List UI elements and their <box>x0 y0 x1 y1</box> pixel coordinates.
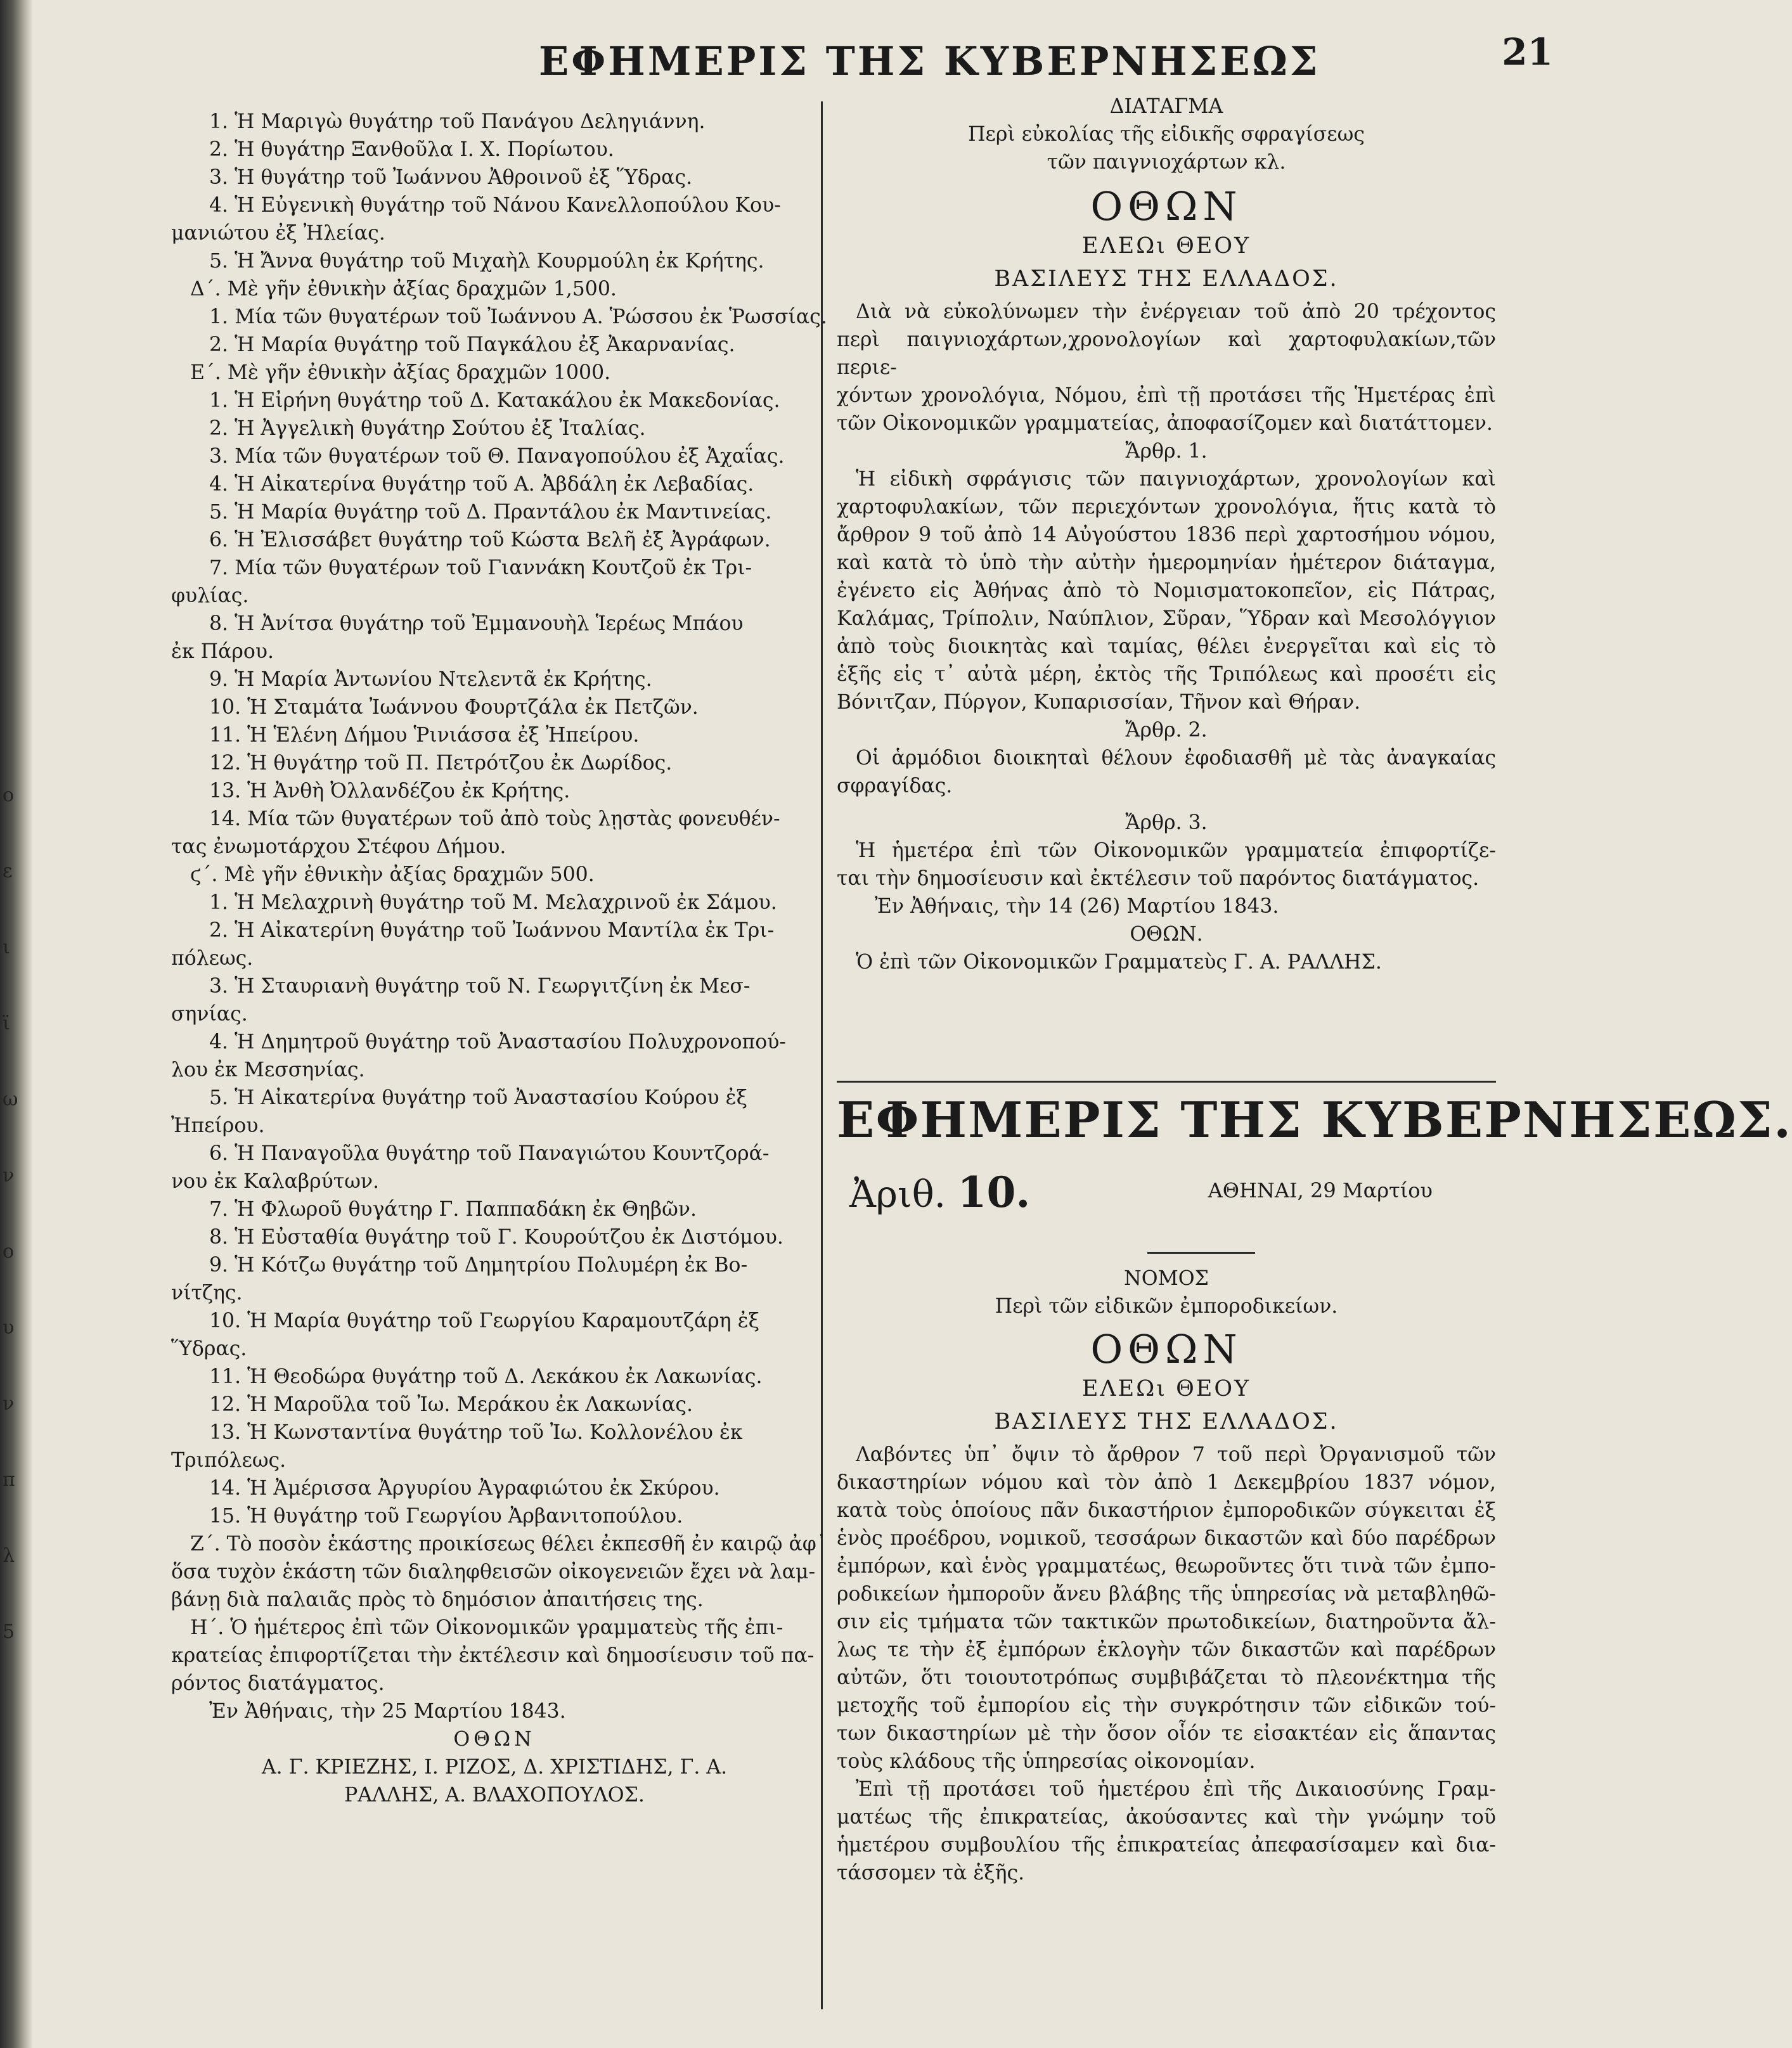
edge-mark: υ <box>3 1317 15 1339</box>
text-line: 11. Ἡ Ἑλένη Δήμου Ῥινιάσσα ἐξ Ἠπείρου. <box>209 724 640 747</box>
text-line: λου ἐκ Μεσσηνίας. <box>171 1059 365 1081</box>
text-line: 9. Ἡ Κότζω θυγάτηρ τοῦ Δημητρίου Πολυμέρη ἐκ Βο- <box>209 1254 748 1277</box>
edge-mark: ο <box>3 784 15 806</box>
paragraph-line: τάσσομεν τὰ ἑξῆς. <box>837 1862 1025 1884</box>
text-line: Ε΄. Μὲ γῆν ἐθνικὴν ἀξίας δραχμῶν 1000. <box>190 361 611 384</box>
paragraph-line: ται τὴν δημοσίευσιν καὶ ἐκτέλεσιν τοῦ παρόντος διατάγματος. <box>837 867 1479 890</box>
article-heading: Ἄρθρ. 1. <box>1125 440 1208 463</box>
paragraph-line: Διὰ νὰ εὐκολύνωμεν τὴν ἐνέργειαν τοῦ ἀπὸ 20 τρέχοντος <box>856 300 1496 323</box>
text-line: βάνῃ διὰ παλαιᾶς πρὸς τὸ δημόσιον ἀπαιτήσεις της. <box>171 1588 704 1611</box>
issue-row <box>837 1151 1496 1217</box>
text-line: 2. Ἡ Ἀγγελικὴ θυγάτηρ Σούτου ἐξ Ἰταλίας. <box>209 417 646 440</box>
short-divider <box>1147 1252 1255 1254</box>
left-column <box>171 108 827 1809</box>
edge-mark: ο <box>3 1240 15 1263</box>
text-line: 6. Ἡ Παναγοῦλα θυγάτηρ τοῦ Παναγιώτου Κουντζορά- <box>209 1142 770 1165</box>
text-line: σηνίας. <box>171 1003 248 1026</box>
paragraph-line: ματέως τῆς ἐπικρατείας, ἀκούσαντες καὶ τὴν γνώμην τοῦ <box>837 1806 1496 1829</box>
text-line: 4. Ἡ Αἰκατερίνα θυγάτηρ τοῦ Α. Ἀβδάλη ἐκ Λεβαδίας. <box>209 473 754 496</box>
text-line: κρατείας ἐπιφορτίζεται τὴν ἐκτέλεσιν καὶ δημοσίευσιν τοῦ πα- <box>171 1644 815 1667</box>
paper-title: ΕΦΗΜΕΡΙΣ ΤΗΣ ΚΥΒΕΡΝΗΣΕΩΣ. <box>837 1092 1792 1149</box>
decree-section <box>837 93 1496 976</box>
paragraph-line: τῶν Οἰκονομικῶν γραμματείας, ἀποφασίζομεν καὶ διατάττομεν. <box>837 412 1493 435</box>
decree-subheading: Περὶ εὐκολίας τῆς εἰδικῆς σφραγίσεως <box>968 123 1365 146</box>
king-title: ΒΑΣΙΛΕΥΣ ΤΗΣ ΕΛΛΑΔΟΣ. <box>994 1409 1339 1434</box>
column-divider <box>821 101 823 2009</box>
text-line: 11. Ἡ Θεοδώρα θυγάτηρ τοῦ Δ. Λεκάκου ἐκ Λακωνίας. <box>209 1365 763 1388</box>
decree-subheading: τῶν παιγνιοχάρτων κλ. <box>1047 151 1286 174</box>
article-2-text <box>837 744 1496 800</box>
text-line: 10. Ἡ Μαρία θυγάτηρ τοῦ Γεωργίου Καραμουτζάρη ἐξ <box>209 1310 759 1332</box>
text-line: 14. Ἡ Ἀμέρισσα Ἀργυρίου Ἀγραφιώτου ἐκ Σκύρου. <box>209 1477 720 1500</box>
text-line: 7. Μία τῶν θυγατέρων τοῦ Γιαννάκη Κουτζοῦ ἐκ Τρι- <box>209 557 752 579</box>
law-subject: Περὶ τῶν εἰδικῶν ἐμποροδικείων. <box>995 1295 1338 1318</box>
text-line: ρόντος διατάγματος. <box>171 1672 385 1695</box>
text-line: 3. Μία τῶν θυγατέρων τοῦ Θ. Παναγοπούλου ἐξ Ἀχαΐας. <box>209 445 785 468</box>
right-column <box>837 89 1496 976</box>
king-title: ΒΑΣΙΛΕΥΣ ΤΗΣ ΕΛΛΑΔΟΣ. <box>994 266 1339 292</box>
text-line: Τριπόλεως. <box>171 1449 287 1472</box>
text-line: 8. Ἡ Ἀνίτσα θυγάτηρ τοῦ Ἐμμανουὴλ Ἱερέως Μπάου <box>209 612 744 635</box>
text-line: φυλίας. <box>171 584 249 607</box>
text-line: 9. Ἡ Μαρία Ἀντωνίου Ντελεντᾶ ἐκ Κρήτης. <box>209 668 652 691</box>
text-line: 1. Ἡ Εἰρήνη θυγάτηρ τοῦ Δ. Κατακάλου ἐκ Μακεδονίας. <box>209 389 780 412</box>
paragraph-line: ροδικείων ἠμποροῦν ἄνευ βλάβης τῆς ὑπηρεσίας νὰ μεταβληθῶ- <box>837 1583 1496 1606</box>
paragraph-line: ἡμετέρου συμβουλίου τῆς ἐπικρατείας ἀπεφασίσαμεν καὶ δια- <box>837 1834 1496 1857</box>
paragraph-line: Οἱ ἁρμόδιοι διοικηταὶ θέλουν ἐφοδιασθῆ μὲ τὰς ἀναγκαίας <box>856 747 1496 770</box>
text-line: 3. Ἡ Σταυριανὴ θυγάτηρ τοῦ Ν. Γεωργιτζίνη ἐκ Μεσ- <box>209 975 751 998</box>
edge-mark: ν <box>3 1393 15 1415</box>
text-line: ϛ΄. Μὲ γῆν ἐθνικὴν ἀξίας δραχμῶν 500. <box>190 863 595 886</box>
paragraph-line: αὐτῶν, ὅτι τοιουτοτρόπως συμβιβάζεται τὸ πλεονέκτημα τῆς <box>837 1666 1496 1689</box>
text-line: 5. Ἡ Ἄννα θυγάτηρ τοῦ Μιχαὴλ Κουρμούλη ἐκ Κρήτης. <box>209 250 764 273</box>
text-line: 5. Ἡ Μαρία θυγάτηρ τοῦ Δ. Πραντάλου ἐκ Μαντινείας. <box>209 501 772 524</box>
paragraph-line: δικαστηρίων νόμου καὶ τὸν ἀπὸ 1 Δεκεμβρίου 1837 νόμον, <box>837 1471 1496 1494</box>
text-line: 1. Ἡ Μελαχρινὴ θυγάτηρ τοῦ Μ. Μελαχρινοῦ ἐκ Σάμου. <box>209 891 777 914</box>
paragraph-line: ἄρθρον 9 τοῦ ἀπὸ 14 Αὐγούστου 1836 περὶ χαρτοσήμου νόμου, <box>837 524 1496 546</box>
decree-date: Ἐν Ἀθήναις, τὴν 14 (26) Μαρτίου 1843. <box>875 895 1279 918</box>
edge-mark: ν <box>3 1164 15 1187</box>
text-line: Ὕδρας. <box>171 1337 247 1360</box>
article-heading: Ἄρθρ. 2. <box>1125 719 1208 742</box>
paragraph-line: ἐγένετο εἰς Ἀθήνας ἀπὸ τὸ Νομισματοκοπεῖον, εἰς Πάτρας, <box>837 579 1496 602</box>
masthead: ΕΦΗΜΕΡΙΣ ΤΗΣ ΚΥΒΕΡΝΗΣΕΩΣ <box>539 38 1320 84</box>
article-heading: Ἄρθρ. 3. <box>1125 811 1208 834</box>
paragraph-line: Βόνιτζαν, Πύργον, Κυπαρισσίαν, Τῆνον καὶ Θήραν. <box>837 691 1361 714</box>
paragraph-line: χόντων χρονολόγια, Νόμου, ἐπὶ τῇ προτάσει τῆς Ἡμετέρας ἐπὶ <box>837 384 1496 407</box>
paragraph-line: Ἐπὶ τῇ προτάσει τοῦ ἡμετέρου ἐπὶ τῆς Δικαιοσύνης Γραμ- <box>856 1778 1496 1801</box>
decree-heading: ΔΙΑΤΑΓΜΑ <box>1109 95 1223 118</box>
text-line: Ζ΄. Τὸ ποσὸν ἑκάστης προικίσεως θέλει ἐκπεσθῆ ἐν καιρῷ ἀφ᾽ <box>190 1533 827 1555</box>
king-name: ΟΘΩΝ <box>1090 1326 1242 1372</box>
text-line: 6. Ἡ Ἐλισσάβετ θυγάτηρ τοῦ Κώστα Βελῆ ἐξ Ἀγράφων. <box>209 529 771 551</box>
text-line: μανιώτου ἐξ Ἠλείας. <box>171 222 385 245</box>
paragraph-line: Ἡ ἡμετέρα ἐπὶ τῶν Οἰκονομικῶν γραμματεία ἐπιφορτίζε- <box>856 839 1496 862</box>
paragraph-line: τοὺς κλάδους τῆς ὑπηρεσίας οἰκονομίαν. <box>837 1750 1256 1773</box>
edge-mark: ω <box>3 1088 18 1111</box>
text-line: 1. Ἡ Μαριγὼ θυγάτηρ τοῦ Πανάγου Δεληγιάννη. <box>209 110 706 133</box>
paragraph-line: Λαβόντες ὑπ᾽ ὄψιν τὸ ἄρθρον 7 τοῦ περὶ Ὀργανισμοῦ τῶν <box>856 1443 1496 1466</box>
text-line: 13. Ἡ Ἀνθὴ Ὀλλανδέζου ἐκ Κρήτης. <box>209 780 570 802</box>
law-body <box>837 1441 1496 1887</box>
text-line: πόλεως. <box>171 947 254 970</box>
decree-countersign: Ὁ ἐπὶ τῶν Οἰκονομικῶν Γραμματεὺς Γ. Α. ΡΑΛΛΗΣ. <box>856 951 1382 974</box>
edge-mark: ε <box>3 860 13 882</box>
text-line: 2. Ἡ Αἰκατερίνη θυγάτηρ τοῦ Ἰωάννου Μαντίλα ἐκ Τρι- <box>209 919 775 942</box>
text-line: ἐκ Πάρου. <box>171 640 274 663</box>
paragraph-line: των δικαστηρίων μὲ τὴν ὅσον οἷόν τε εἰσακτέαν εἰς ἅπαντας <box>837 1722 1496 1745</box>
text-line: Η΄. Ὁ ἡμέτερος ἐπὶ τῶν Οἰκονομικῶν γραμματεὺς τῆς ἐπι- <box>190 1616 783 1639</box>
edge-mark: 5 <box>3 1621 15 1643</box>
text-line: νίτζης. <box>171 1282 243 1304</box>
paragraph-line: ἑξῆς εἰς τ᾽ αὐτὰ μέρη, ἐκτὸς τῆς Τριπόλεως καὶ προσέτι εἰς <box>837 663 1496 686</box>
decree-preamble <box>837 298 1496 437</box>
text-line: ὅσα τυχὸν ἑκάστη τῶν διαληφθεισῶν οἰκογενειῶν ἔχει νὰ λαμ- <box>171 1561 816 1583</box>
text-line: 5. Ἡ Αἰκατερίνα θυγάτηρ τοῦ Ἀναστασίου Κούρου ἐξ <box>209 1086 747 1109</box>
issue-label: Ἀριθ. <box>849 1173 946 1216</box>
text-line: 2. Ἡ θυγάτηρ Ξανθοῦλα Ι. Χ. Πορίωτου. <box>209 138 614 161</box>
text-line: ΟΘΩΝ <box>453 1728 536 1751</box>
text-line: 14. Μία τῶν θυγατέρων τοῦ ἀπὸ τοὺς λῃστὰς φονευθέν- <box>209 808 780 830</box>
page-header <box>38 18 1559 87</box>
text-line: 13. Ἡ Κωνσταντίνα θυγάτηρ τοῦ Ἰω. Κολλονέλου ἐκ <box>209 1421 743 1444</box>
law-heading: ΝΟΜΟΣ <box>1124 1267 1209 1290</box>
edge-mark: π <box>3 1469 15 1491</box>
paragraph-line: ἑνὸς προέδρου, νομικοῦ, τεσσάρων δικαστῶν καὶ δύο παρέδρων <box>837 1527 1496 1550</box>
issue-date: ΑΘΗΝΑΙ, 29 Μαρτίου <box>1208 1178 1433 1202</box>
paragraph-line: Καλάμας, Τρίπολιν, Ναύπλιον, Σῦραν, Ὕδραν καὶ Μεσολόγγιον <box>837 607 1496 630</box>
text-line: 4. Ἡ Δημητροῦ θυγάτηρ τοῦ Ἀναστασίου Πολυχρονοπού- <box>209 1031 787 1053</box>
paragraph-line: μετοχῆς τοῦ ἐμπορίου εἰς τὴν συγκρότησιν τῶν εἰδικῶν τού- <box>837 1694 1496 1717</box>
text-line: 3. Ἡ θυγάτηρ τοῦ Ἰωάννου Ἀθροινοῦ ἐξ Ὕδρας. <box>209 166 693 189</box>
paragraph-line: καὶ κατὰ τὸ ὑπὸ τὴν αὐτὴν ἡμερομηνίαν ἡμέτερον διάταγμα, <box>837 551 1496 574</box>
text-line: 12. Ἡ Μαροῦλα τοῦ Ἰω. Μεράκου ἐκ Λακωνίας. <box>209 1393 693 1416</box>
section-divider <box>837 1081 1496 1083</box>
text-line: 15. Ἡ θυγάτηρ τοῦ Γεωργίου Ἀρβανιτοπούλου. <box>209 1505 683 1528</box>
paragraph-line: περὶ παιγνιοχάρτων,χρονολογίων καὶ χαρτοφυλακίων,τῶν περιε- <box>837 328 1496 379</box>
paragraph-line: λως τε τὴν ἐξ ἐμπόρων ἐκλογὴν τῶν δικαστῶν καὶ παρέδρων <box>837 1639 1496 1661</box>
text-line: Ἠπείρου. <box>171 1114 265 1137</box>
text-line: 12. Ἡ θυγάτηρ τοῦ Π. Πετρότζου ἐκ Δωρίδος. <box>209 752 673 775</box>
paragraph-line: σφραγίδας. <box>837 775 953 797</box>
issue-section <box>837 1090 1792 1217</box>
article-1-text <box>837 465 1496 716</box>
by-grace-of-god: ΕΛΕΩι ΘΕΟΥ <box>1081 1376 1251 1401</box>
edge-mark: ϊ <box>3 1012 10 1034</box>
paragraph-line: ἀπὸ τοὺς διοικητὰς καὶ ταμίας, θέλει ἐνεργεῖται καὶ εἰς τὸ <box>837 635 1496 658</box>
king-name: ΟΘΩΝ <box>1090 183 1242 229</box>
issue-value: 10. <box>957 1168 1031 1217</box>
text-line: Ἐν Ἀθήναις, τὴν 25 Μαρτίου 1843. <box>209 1700 566 1723</box>
text-line: 8. Ἡ Εὐσταθία θυγάτηρ τοῦ Γ. Κουρούτζου ἐκ Διστόμου. <box>209 1226 783 1249</box>
text-line: 1. Μία τῶν θυγατέρων τοῦ Ἰωάννου Α. Ῥώσσου ἐκ Ῥωσσίας. <box>209 306 827 328</box>
paragraph-line: κατὰ τοὺς ὁποίους πᾶν δικαστήριον ἐμποροδικῶν σύγκειται ἐξ <box>837 1499 1496 1522</box>
page-number: 21 <box>1502 30 1553 74</box>
by-grace-of-god: ΕΛΕΩι ΘΕΟΥ <box>1081 233 1251 259</box>
article-3-text <box>837 837 1496 892</box>
decree-signature: ΟΘΩΝ. <box>1130 923 1203 946</box>
text-line: Α. Γ. ΚΡΙΕΖΗΣ, Ι. ΡΙΖΟΣ, Δ. ΧΡΙΣΤΙΔΗΣ, Γ. Α. <box>261 1756 728 1779</box>
paragraph-line: σιν εἰς τμήματα τῶν τακτικῶν πρωτοδικείων, διατηροῦντα ἄλ- <box>837 1611 1496 1633</box>
paragraph-line: ἐμπόρων, καὶ ἑνὸς γραμματέως, θεωροῦντες ὅτι τινὰ τῶν ἐμπο- <box>837 1555 1496 1578</box>
text-line: Δ΄. Μὲ γῆν ἐθνικὴν ἀξίας δραχμῶν 1,500. <box>190 278 617 300</box>
edge-mark: ι <box>3 936 10 958</box>
edge-mark: λ <box>3 1545 15 1567</box>
law-section <box>837 1265 1496 1887</box>
paragraph-line: Ἡ εἰδικὴ σφράγισις τῶν παιγνιοχάρτων, χρονολογίων καὶ <box>856 468 1496 491</box>
text-line: τας ἐνωμοτάρχου Στέφου Δήμου. <box>171 835 506 858</box>
text-line: 2. Ἡ Μαρία θυγάτηρ τοῦ Παγκάλου ἐξ Ἀκαρνανίας. <box>209 333 735 356</box>
text-line: 10. Ἡ Σταμάτα Ἰωάννου Φουρτζάλα ἐκ Πετζῶν. <box>209 696 699 719</box>
text-line: 7. Ἡ Φλωροῦ θυγάτηρ Γ. Παππαδάκη ἐκ Θηβῶν. <box>209 1198 697 1221</box>
text-line: νου ἐκ Καλαβρύτων. <box>171 1170 380 1193</box>
issue-number <box>837 1168 1031 1217</box>
text-line: 4. Ἡ Εὐγενικὴ θυγάτηρ τοῦ Νάνου Κανελλοπούλου Κου- <box>209 194 781 217</box>
text-line: ΡΑΛΛΗΣ, Α. ΒΛΑΧΟΠΟΥΛΟΣ. <box>344 1784 645 1806</box>
paragraph-line: χαρτοφυλακίων, τῶν περιεχόντων χρονολόγια, ἥτις κατὰ τὸ <box>837 496 1496 518</box>
